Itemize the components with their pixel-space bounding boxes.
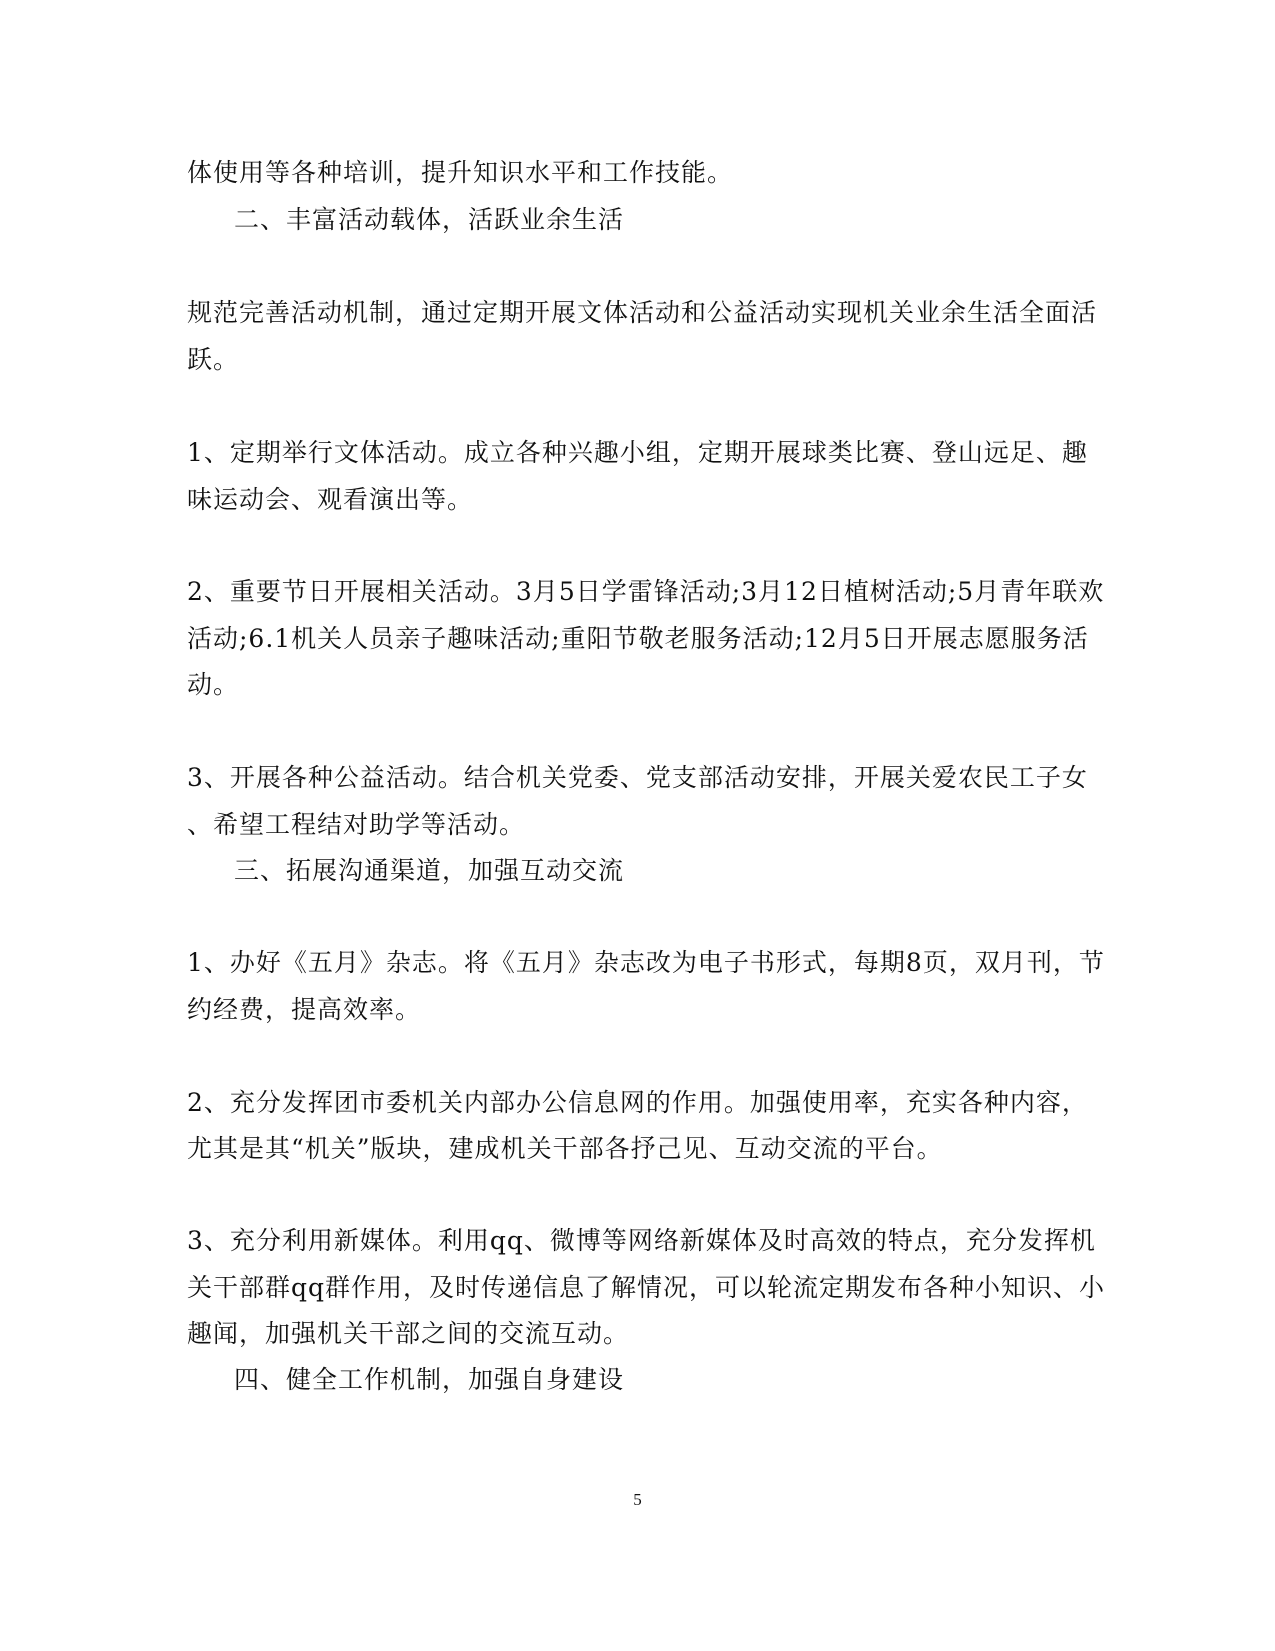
page-number: 5	[633, 1490, 642, 1509]
list-item-line: 活动;6.1机关人员亲子趣味活动;重阳节敬老服务活动;12月5日开展志愿服务活	[187, 624, 1089, 653]
list-item-line: 味运动会、观看演出等。	[187, 485, 474, 514]
list-item-line: 尤其是其“机关”版块，建成机关干部各抒己见、互动交流的平台。	[187, 1134, 943, 1163]
paragraph-line: 规范完善活动机制，通过定期开展文体活动和公益活动实现机关业余生活全面活	[187, 298, 1098, 327]
section-heading-2: 二、丰富活动载体，活跃业余生活	[234, 205, 625, 234]
list-item-line: 2、重要节日开展相关活动。3月5日学雷锋活动;3月12日植树活动;5月青年联欢	[187, 577, 1105, 606]
section-heading-3: 三、拓展沟通渠道，加强互动交流	[234, 856, 625, 885]
list-item-line: 1、定期举行文体活动。成立各种兴趣小组，定期开展球类比赛、登山远足、趣	[187, 438, 1088, 467]
paragraph-line: 跃。	[187, 345, 240, 374]
list-item-line: 动。	[187, 670, 240, 699]
list-item-line: 1、办好《五月》杂志。将《五月》杂志改为电子书形式，每期8页，双月刊，节	[187, 948, 1105, 977]
list-item-line: 关干部群qq群作用，及时传递信息了解情况，可以轮流定期发布各种小知识、小	[187, 1273, 1106, 1302]
list-item-line: 3、充分利用新媒体。利用qq、微博等网络新媒体及时高效的特点，充分发挥机	[187, 1226, 1096, 1255]
list-item-line: 2、充分发挥团市委机关内部办公信息网的作用。加强使用率，充实各种内容，	[187, 1088, 1088, 1117]
section-heading-4: 四、健全工作机制，加强自身建设	[234, 1365, 625, 1394]
list-item-line: 3、开展各种公益活动。结合机关党委、党支部活动安排，开展关爱农民工子女	[187, 763, 1088, 792]
paragraph-line: 体使用等各种培训，提升知识水平和工作技能。	[187, 158, 734, 187]
list-item-line: 、希望工程结对助学等活动。	[187, 810, 526, 839]
list-item-line: 趣闻，加强机关干部之间的交流互动。	[187, 1319, 630, 1348]
list-item-line: 约经费，提高效率。	[187, 995, 422, 1024]
